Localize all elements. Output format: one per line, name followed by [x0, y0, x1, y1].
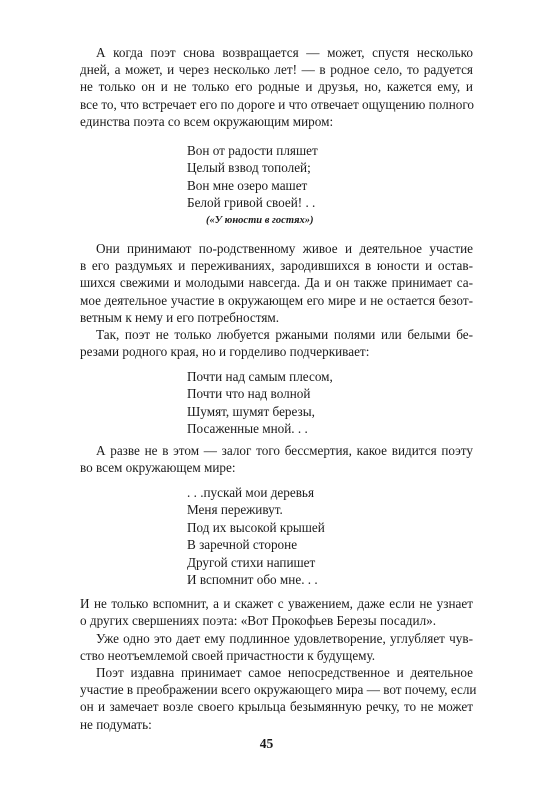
text-line: единства поэта со всем окружающим миром:: [80, 113, 334, 129]
verse-3: [187, 484, 325, 588]
verse-line: Другой стихи напишет: [187, 554, 316, 570]
text-line: о других свершениях поэта: «Вот Прокофьев Березы посадил».: [80, 613, 437, 629]
verse-line: Целый взвод тополей;: [187, 160, 311, 176]
text-line: Поэт издавна принимает самое непосредственное и деятельное: [96, 665, 473, 680]
paragraph-6: [80, 630, 473, 664]
text-line: И не только вспомнит, а и скажет с уважением, даже если не узнает: [80, 596, 473, 611]
verse-line: Вон мне озеро машет: [187, 177, 308, 193]
text-line: все то, что встречает его по дороге и что отвечает ощущению полного: [80, 96, 475, 112]
text-line: резами родного края, но и горделиво подчеркивает:: [80, 344, 370, 360]
text-line: участие в преображении всего окружающего мира — вот почему, если: [80, 682, 477, 698]
text-line: мое деятельное участие в окружающем его мире и не остается безот-: [80, 292, 473, 308]
text-line: в его раздумьях и переживаниях, зародившихся в юности и остав-: [80, 258, 473, 274]
text-line: ветным к нему и его потребностям.: [80, 309, 280, 325]
verse-line: Под их высокой крышей: [187, 519, 325, 535]
text-line: дней, а может, и через несколько лет! — в родное село, то радуется: [80, 62, 473, 78]
text-line: А разве не в этом — залог того бессмертия, какое видится поэту: [96, 443, 473, 458]
paragraph-1: [80, 44, 473, 130]
text-line: он и замечает возле своего крыльца безымянную речку, то не может: [80, 699, 473, 715]
verse-2: [187, 368, 333, 438]
paragraph-3: [80, 326, 473, 360]
paragraph-2: [80, 240, 473, 326]
verse-1: [187, 142, 318, 212]
verse-source-caption: («У юности в гостях»): [206, 215, 314, 226]
text-line: шихся свежими и молодыми навсегда. Да и он также принимает са-: [80, 275, 473, 291]
paragraph-4: [80, 442, 473, 476]
verse-line: Меня переживут.: [187, 502, 283, 518]
verse-line: . . .пускай мои деревья: [187, 485, 315, 500]
verse-line: И вспомнит обо мне. . .: [187, 572, 318, 588]
verse-line: Белой гривой своей! . .: [187, 195, 316, 211]
text-line: ство неотъемлемой своей причастности к будущему.: [80, 648, 376, 664]
paragraph-7: [80, 664, 477, 733]
verse-line: Посаженные мной. . .: [187, 421, 308, 437]
text-line: Уже одно это дает ему подлинное удовлетворение, углубляет чув-: [96, 631, 473, 646]
verse-line: Почти над самым плесом,: [187, 369, 333, 384]
text-line: Они принимают по-родственному живое и деятельное участие: [96, 241, 473, 256]
page-number: 45: [259, 736, 274, 751]
verse-line: В заречной стороне: [187, 537, 298, 553]
verse-line: Почти что над волной: [187, 386, 311, 402]
paragraph-5: [80, 595, 473, 629]
text-line: А когда поэт снова возвращается — может, спустя несколько: [96, 45, 473, 60]
text-line: не подумать:: [80, 716, 152, 732]
text-line: Так, поэт не только любуется ржаными полями или белыми бе-: [96, 327, 473, 342]
text-line: не только он и не только его родные и друзья, но, кажется ему, и: [80, 79, 473, 95]
verse-line: Вон от радости пляшет: [187, 143, 318, 158]
verse-line: Шумят, шумят березы,: [187, 403, 315, 419]
text-line: во всем окружающем мире:: [80, 460, 236, 476]
